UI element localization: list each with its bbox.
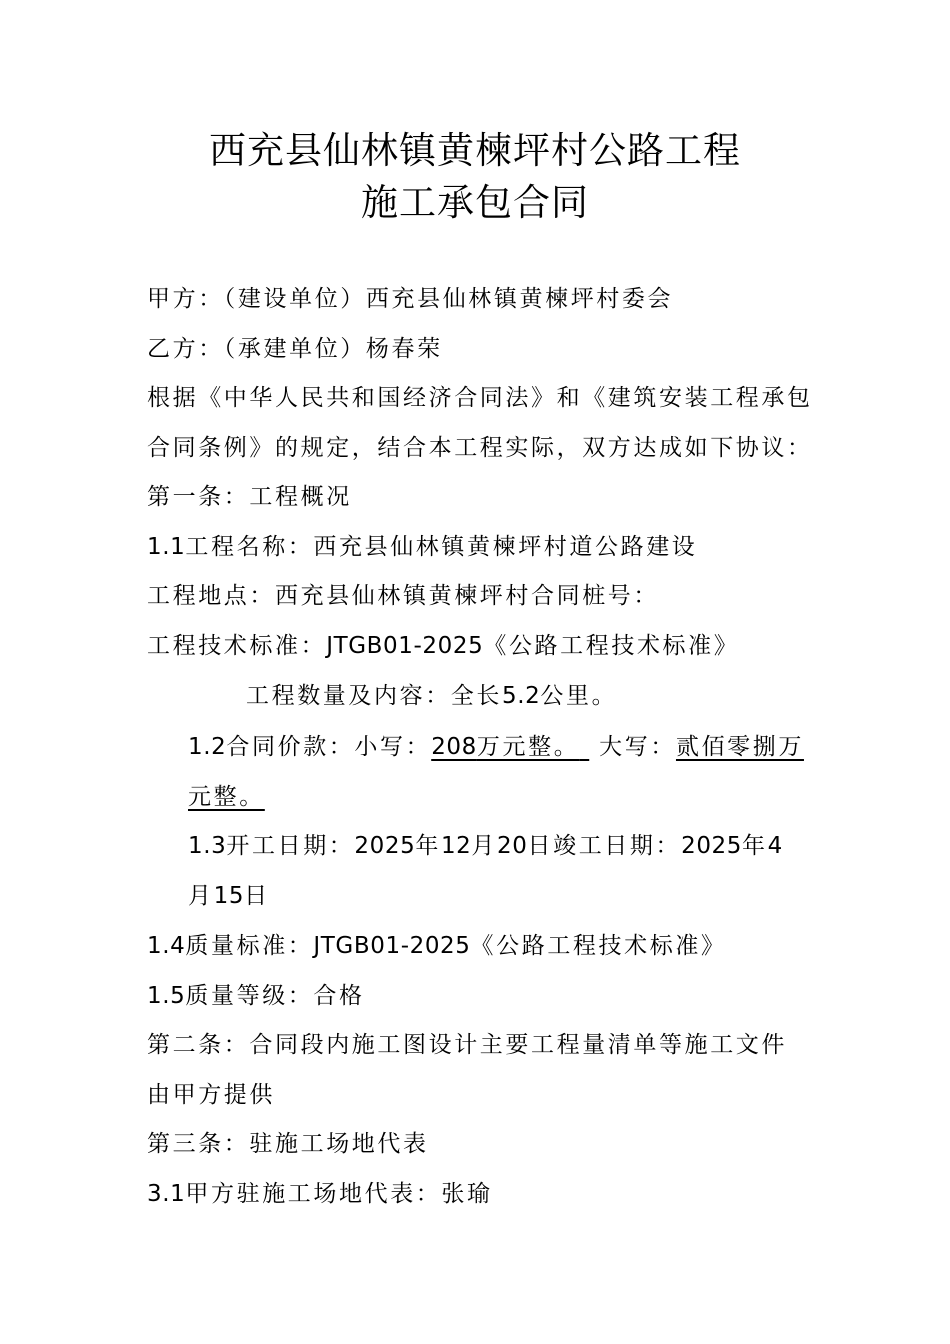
end-year-unit: 年 xyxy=(742,833,768,859)
basis-line-1: 根据《中华人民共和国经济合同法》和《建筑安装工程承包 xyxy=(147,385,813,411)
end-year: 2025 xyxy=(681,833,743,859)
item-1-4-label: 质量标准： xyxy=(185,933,314,959)
basis-line-2: 合同条例》的规定，结合本工程实际，双方达成如下协议： xyxy=(147,435,813,461)
tech-standard-code: JTGB01-2025 xyxy=(326,633,484,659)
article-2-line-1: 第二条：合同段内施工图设计主要工程量清单等施工文件 xyxy=(147,1032,787,1058)
item-3-1 xyxy=(147,1178,493,1210)
item-1-2 xyxy=(188,731,804,763)
tech-standard-label: 工程技术标准： xyxy=(147,633,327,659)
item-1-3-continued xyxy=(188,880,270,912)
item-1-4-name: 《公路工程技术标准》 xyxy=(470,933,727,959)
item-1-2-number: 1.2 xyxy=(188,734,227,760)
item-1-2-label: 合同价款：小写： xyxy=(226,734,432,760)
party-b-line: 乙方：（承建单位）杨春荣 xyxy=(147,336,443,362)
start-month-unit: 月 xyxy=(471,833,498,859)
end-month: 4 xyxy=(767,833,783,859)
item-1-1-number: 1.1 xyxy=(147,534,186,560)
quantity-label: 工程数量及内容：全长 xyxy=(246,683,502,709)
location-line: 工程地点：西充县仙林镇黄楝坪村合同桩号： xyxy=(147,583,659,609)
end-month-unit: 月 xyxy=(188,883,214,909)
end-day: 15 xyxy=(213,883,245,909)
article-2-line-2: 由甲方提供 xyxy=(147,1082,275,1108)
item-1-5-text: 质量等级：合格 xyxy=(185,983,365,1009)
price-big-label: 大写： xyxy=(599,734,676,760)
price-small-number: 208 xyxy=(431,734,477,760)
item-1-2-continued xyxy=(188,781,265,813)
item-1-3-number: 1.3 xyxy=(188,833,227,859)
start-month: 12 xyxy=(440,833,472,859)
party-a-line: 甲方：（建设单位）西充县仙林镇黄楝坪村委会 xyxy=(147,286,674,312)
title-line-1: 西充县仙林镇黄楝坪村公路工程 xyxy=(209,129,741,172)
start-day: 20 xyxy=(497,833,528,859)
item-3-1-number: 3.1 xyxy=(147,1181,186,1207)
start-day-unit: 日 xyxy=(527,833,554,859)
tech-standard-name: 《公路工程技术标准》 xyxy=(483,633,740,659)
item-1-4-number: 1.4 xyxy=(147,933,186,959)
price-small-text: 万元整。 xyxy=(476,734,580,760)
item-1-1 xyxy=(147,531,697,563)
item-1-3 xyxy=(188,830,783,862)
quantity-line xyxy=(246,680,617,712)
end-label: 竣工日期： xyxy=(553,833,682,859)
title-line-2: 施工承包合同 xyxy=(361,181,589,224)
item-1-5 xyxy=(147,980,365,1012)
tech-standard-line xyxy=(147,630,739,662)
quantity-value: 5.2 xyxy=(502,683,541,709)
item-1-5-number: 1.5 xyxy=(147,983,186,1009)
item-1-4 xyxy=(147,930,727,962)
quantity-unit: 公里。 xyxy=(540,683,618,709)
price-small xyxy=(431,734,589,760)
item-1-4-code: JTGB01-2025 xyxy=(313,933,471,959)
start-label: 开工日期： xyxy=(226,833,355,859)
item-3-1-text: 甲方驻施工场地代表：张瑜 xyxy=(185,1181,493,1207)
article-1-heading: 第一条：工程概况 xyxy=(147,484,352,510)
end-day-unit: 日 xyxy=(244,883,270,909)
start-year: 2025 xyxy=(354,833,416,859)
price-big-line-2: 元整。 xyxy=(188,784,265,810)
price-big-line-1: 贰佰零捌万 xyxy=(675,734,804,760)
article-3-heading: 第三条：驻施工场地代表 xyxy=(147,1131,429,1157)
start-year-unit: 年 xyxy=(415,833,441,859)
item-1-1-text: 工程名称：西充县仙林镇黄楝坪村道公路建设 xyxy=(185,534,698,560)
